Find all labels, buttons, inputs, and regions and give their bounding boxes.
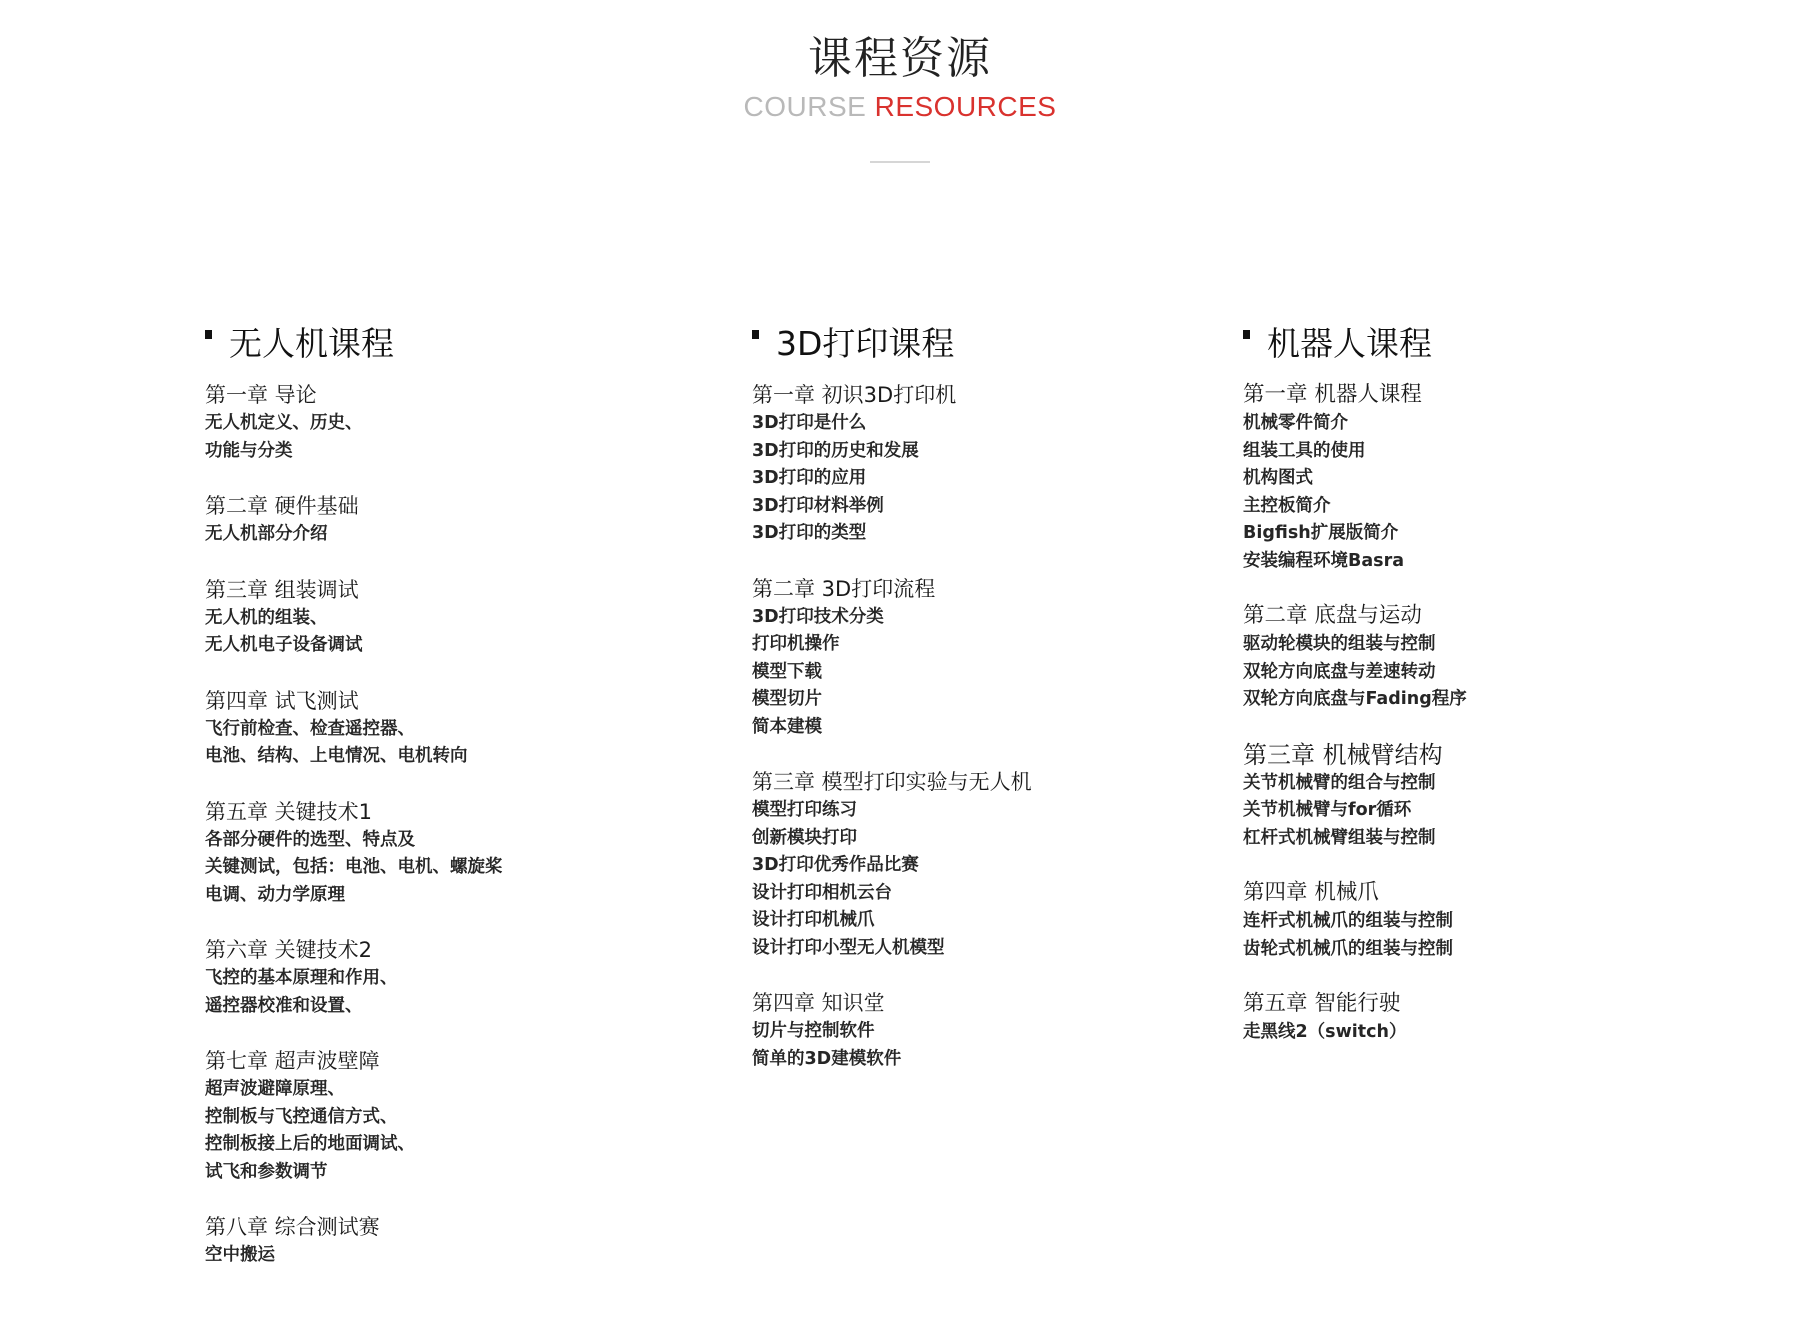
- chapter-item: 设计打印相机云台: [752, 882, 892, 903]
- chapter-item: 走黑线2（switch）: [1243, 1022, 1407, 1042]
- subtitle-gray-word: COURSE: [743, 91, 867, 122]
- course-column-3d-printing: [752, 320, 1032, 1099]
- chapter-item: 双轮方向底盘与Fading程序: [1243, 689, 1467, 709]
- chapter-block: [752, 380, 1032, 548]
- chapter-item: 模型切片: [752, 689, 822, 709]
- chapter-item: 无人机的组装、: [205, 607, 328, 628]
- chapter-item: 设计打印机械爪: [752, 910, 875, 930]
- chapter-item: 关节机械臂与for循环: [1243, 800, 1412, 820]
- chapter-item: 驱动轮模块的组装与控制: [1243, 634, 1436, 654]
- chapter-block: [752, 988, 1032, 1073]
- column-heading: [205, 320, 503, 362]
- chapter-title: 第二章 底盘与运动: [1243, 603, 1422, 628]
- page-subtitle: [0, 91, 1800, 123]
- chapter-item: Bigfish扩展版简介: [1243, 523, 1399, 543]
- chapter-title: 第二章 3D打印流程: [752, 576, 936, 601]
- chapter-item: 模型打印练习: [752, 800, 857, 820]
- chapter-block: [205, 380, 503, 465]
- chapter-item: 3D打印技术分类: [752, 606, 884, 627]
- square-bullet-icon: [752, 330, 759, 339]
- chapter-item: 关节机械臂的组合与控制: [1243, 772, 1436, 793]
- chapter-title: 第一章 导论: [205, 383, 317, 407]
- chapter-item: 无人机电子设备调试: [205, 635, 363, 655]
- chapter-item: 机械零件简介: [1243, 413, 1348, 433]
- chapter-item: 功能与分类: [205, 440, 293, 461]
- chapter-item: 试飞和参数调节: [205, 1161, 328, 1182]
- chapter-block: [752, 767, 1032, 962]
- chapter-item: 3D打印的历史和发展: [752, 440, 919, 461]
- chapter-block: [205, 1046, 503, 1186]
- square-bullet-icon: [205, 330, 212, 339]
- column-heading-label: 3D打印课程: [776, 323, 955, 363]
- chapter-title: 第四章 试飞测试: [205, 688, 359, 713]
- chapter-title: 第三章 组装调试: [205, 577, 359, 602]
- chapter-item: 打印机操作: [752, 634, 840, 654]
- chapter-title: 第三章 机械臂结构: [1243, 740, 1443, 769]
- chapter-item: 电调、动力学原理: [205, 884, 345, 905]
- chapter-item: 控制板接上后的地面调试、: [205, 1134, 415, 1154]
- chapter-block: [205, 1212, 503, 1270]
- chapter-block: [205, 935, 503, 1020]
- chapter-item: 飞行前检查、检查遥控器、: [205, 718, 415, 739]
- square-bullet-icon: [1243, 330, 1250, 339]
- chapter-block: [1243, 878, 1467, 963]
- chapter-item: 简本建模: [752, 716, 822, 737]
- chapter-title: 第五章 智能行驶: [1243, 991, 1401, 1016]
- chapter-item: 机构图式: [1243, 468, 1313, 488]
- chapter-title: 第五章 关键技术1: [205, 799, 373, 824]
- chapter-title: 第八章 综合测试赛: [205, 1215, 380, 1239]
- chapter-title: 第一章 机器人课程: [1243, 382, 1422, 407]
- page-title: 课程资源: [808, 33, 992, 84]
- chapter-item: 无人机部分介绍: [205, 524, 328, 544]
- chapter-item: 电池、结构、上电情况、电机转向: [205, 746, 468, 766]
- course-column-robotics: [1243, 320, 1467, 1073]
- chapter-item: 创新模块打印: [752, 827, 857, 848]
- chapter-item: 3D打印材料举例: [752, 495, 884, 516]
- chapter-block: [1243, 380, 1467, 575]
- chapter-item: 模型下载: [752, 661, 822, 682]
- chapter-title: 第七章 超声波壁障: [205, 1049, 380, 1073]
- chapter-item: 安装编程环境Basra: [1243, 550, 1405, 571]
- chapter-block: [1243, 740, 1467, 853]
- chapter-block: [752, 574, 1032, 742]
- chapter-block: [205, 797, 503, 910]
- chapter-item: 3D打印的类型: [752, 523, 867, 543]
- chapter-item: 飞控的基本原理和作用、: [205, 968, 398, 988]
- chapter-item: 空中搬运: [205, 1245, 275, 1265]
- chapter-item: 遥控器校准和设置、: [205, 995, 363, 1016]
- chapter-item: 双轮方向底盘与差速转动: [1243, 661, 1436, 682]
- chapter-item: 超声波避障原理、: [205, 1079, 345, 1099]
- chapter-block: [205, 686, 503, 771]
- column-heading: [752, 320, 1032, 362]
- chapter-title: 第六章 关键技术2: [205, 938, 373, 962]
- chapter-block: [1243, 601, 1467, 714]
- chapter-title: 第四章 知识堂: [752, 991, 885, 1015]
- chapter-item: 3D打印的应用: [752, 468, 867, 488]
- chapter-item: 杠杆式机械臂组装与控制: [1243, 827, 1436, 848]
- column-heading-label: 机器人课程: [1267, 323, 1432, 363]
- chapter-item: 设计打印小型无人机模型: [752, 937, 945, 958]
- chapter-item: 主控板简介: [1243, 495, 1331, 516]
- chapter-block: [1243, 989, 1467, 1047]
- chapter-item: 齿轮式机械爪的组装与控制: [1243, 938, 1453, 959]
- chapter-item: 无人机定义、历史、: [205, 413, 363, 433]
- chapter-item: 各部分硬件的选型、特点及: [205, 829, 415, 850]
- chapter-item: 切片与控制软件: [752, 1021, 875, 1041]
- title-divider: [870, 161, 930, 163]
- chapter-item: 控制板与飞控通信方式、: [205, 1106, 398, 1127]
- chapter-item: 3D打印优秀作品比赛: [752, 855, 919, 875]
- chapter-title: 第一章 初识3D打印机: [752, 383, 957, 407]
- course-column-drone: [205, 320, 503, 1296]
- chapter-item: 连杆式机械爪的组装与控制: [1243, 911, 1453, 931]
- chapter-item: 3D打印是什么: [752, 413, 867, 433]
- column-heading: [1243, 320, 1467, 362]
- chapter-item: 关键测试，包括：电池、电机、螺旋桨: [205, 857, 503, 877]
- chapter-item: 简单的3D建模软件: [752, 1048, 902, 1069]
- chapter-title: 第四章 机械爪: [1243, 880, 1379, 905]
- chapter-block: [205, 491, 503, 549]
- subtitle-red-word: RESOURCES: [874, 91, 1057, 122]
- chapter-title: 第三章 模型打印实验与无人机: [752, 770, 1032, 794]
- chapter-title: 第二章 硬件基础: [205, 494, 359, 518]
- chapter-block: [205, 575, 503, 660]
- chapter-item: 组装工具的使用: [1243, 440, 1366, 461]
- column-heading-label: 无人机课程: [229, 323, 394, 363]
